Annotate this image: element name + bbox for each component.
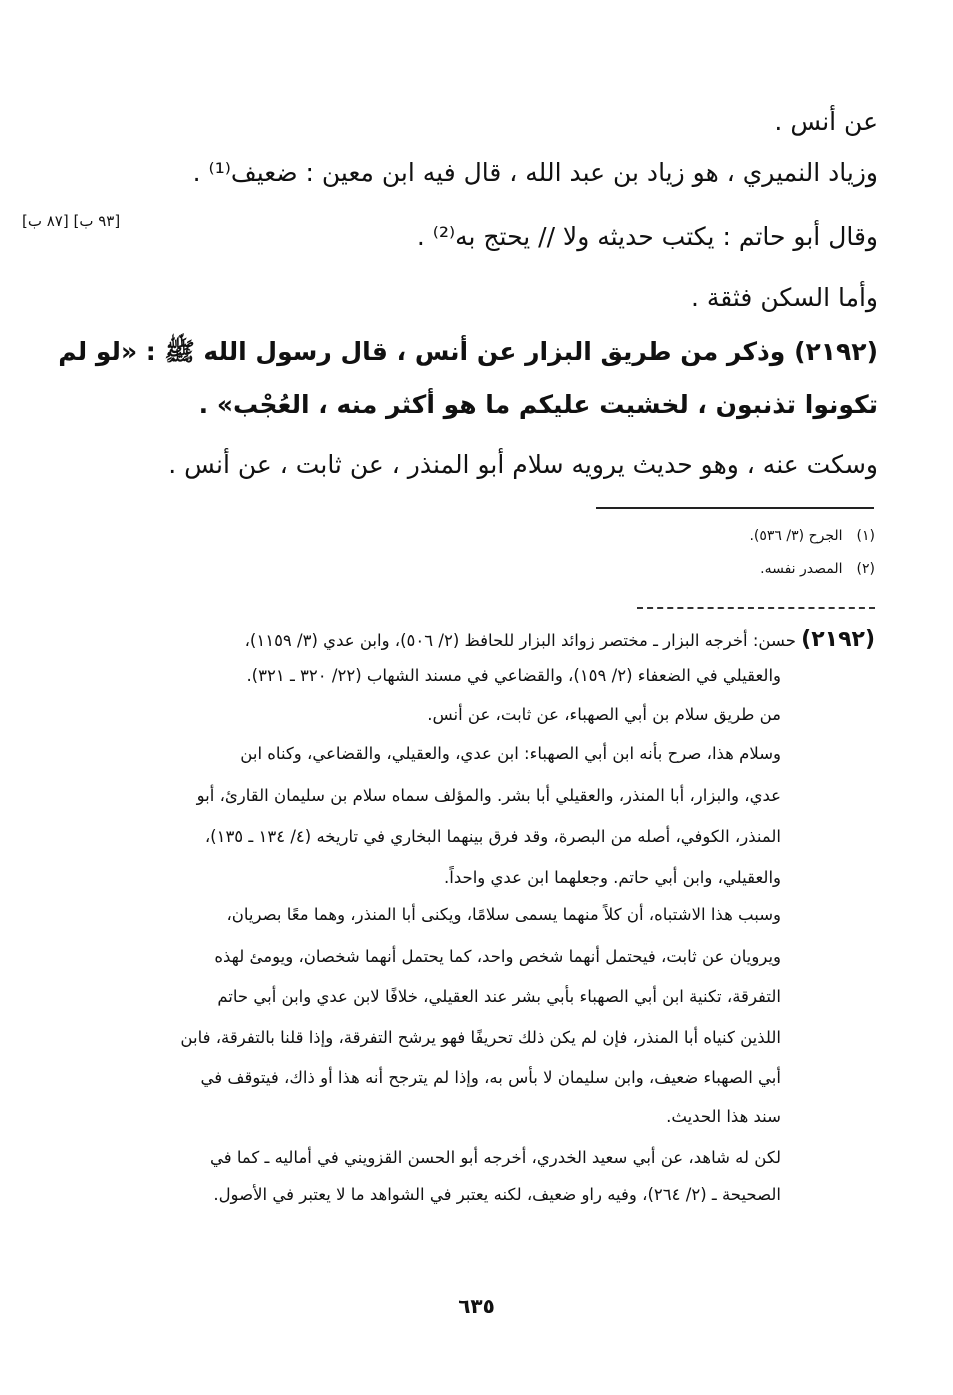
- commentary-line-14: لكن له شاهد، عن أبي سعيد الخدري، أخرجه أبو الحسن القزويني في أماليه ـ كما في: [209, 1148, 781, 1167]
- footnote-1: [749, 528, 875, 544]
- footnote-1-number: (١): [856, 528, 875, 544]
- commentary-line-9: ويرويان عن ثابت، فيحتمل أنهما شخص واحد، كما يحتمل أنهما شخصان، ويومئ لهذه: [214, 947, 781, 966]
- commentary-line-1: [245, 627, 875, 652]
- manuscript-folio-reference: [٩٣ ب] [٨٧ ب]: [22, 212, 121, 230]
- hadith-text-1: وذكر من طريق البزار عن أنس ، قال رسول الله ﷺ : «لو لم: [58, 337, 786, 366]
- hadith-line-1: [58, 336, 878, 373]
- commentary-line-10: التفرقة، تكنية ابن أبي الصهباء بأبي بشر عند العقيلي، خلافًا لابن عدي وابن أبي حاتم: [217, 987, 781, 1006]
- page-number: ٦٣٥: [458, 1294, 495, 1318]
- commentary-line-12: أبي الصهباء ضعيف، وابن سليمان لا بأس به، وإذا لم يترجح أنه هذا أو ذاك، فيتوقف في: [200, 1068, 781, 1087]
- commentary-line-13: سند هذا الحديث.: [666, 1107, 781, 1126]
- main-text-line-2: وزياد النميري ، هو زياد بن عبد الله ، قال فيه ابن معين : ضعيف⁽¹⁾ .: [192, 158, 878, 187]
- commentary-line-4: وسلام هذا، صرح بأنه ابن أبي الصهباء: ابن عدي، والعقيلي، والقضاعي، وكناه ابن: [240, 744, 781, 763]
- hadith-line-3: وسكت عنه ، وهو حديث يرويه سلام أبو المنذر ، عن ثابت ، عن أنس .: [168, 450, 878, 479]
- footnote-separator: [596, 507, 874, 509]
- footnote-2: [760, 561, 875, 577]
- commentary-line-5: عدي، والبزار، أبا المنذر، والعقيلي أبا بشر. والمؤلف سماه سلام بن سليمان القارئ، أبو: [196, 786, 781, 805]
- commentary-text-1: حسن: أخرجه البزار ـ مختصر زوائد البزار للحافظ (٢/ ٥٠٦)، وابن عدي (٣/ ١١٥٩)،: [244, 631, 796, 650]
- commentary-line-3: من طريق سلام بن أبي الصهباء، عن ثابت، عن أنس.: [427, 705, 781, 724]
- footnote-2-text: المصدر نفسه.: [760, 561, 843, 577]
- commentary-separator: [637, 607, 875, 609]
- hadith-number: (٢١٩٢): [794, 337, 878, 366]
- footnote-1-text: الجرح (٣/ ٥٣٦).: [749, 528, 843, 544]
- commentary-number: (٢١٩٢): [801, 627, 875, 652]
- commentary-line-6: المنذر، الكوفي، أصله من البصرة، وقد فرق بينهما البخاري في تاريخه (٤/ ١٣٤ ـ ١٣٥)،: [204, 827, 781, 846]
- main-text-line-1: عن أنس .: [774, 107, 878, 136]
- footnote-2-number: (٢): [856, 561, 875, 577]
- main-text-line-3: وقال أبو حاتم : يكتب حديثه ولا // يحتج به⁽²⁾ .: [416, 222, 878, 251]
- commentary-line-11: اللذين كنياه أبا المنذر، فإن لم يكن ذلك تحريفًا فهو يرشح التفرقة، وإذا قلنا بالتفرقة، فابن: [180, 1028, 781, 1047]
- commentary-line-7: والعقيلي، وابن أبي حاتم. وجعلهما ابن عدي واحداً.: [444, 868, 781, 887]
- commentary-line-2: والعقيلي في الضعفاء (٢/ ١٥٩)، والقضاعي في مسند الشهاب (٢٢/ ٣٢٠ ـ ٣٢١).: [246, 666, 781, 685]
- commentary-line-8: وسبب هذا الاشتباه، أن كلاً منهما يسمى سلامًا، ويكنى أبا المنذر، وهما معًا بصريان،: [226, 905, 781, 924]
- commentary-line-15: الصحيحة ـ (٢/ ٢٦٤)، وفيه راو ضعيف، لكنه يعتبر في الشواهد ما لا يعتبر في الأصول.: [213, 1185, 781, 1204]
- main-text-line-4: وأما السكن فثقة .: [690, 283, 878, 312]
- hadith-line-2: تكونوا تذنبون ، لخشيت عليكم ما هو أكثر منه ، العُجْب» .: [198, 390, 878, 419]
